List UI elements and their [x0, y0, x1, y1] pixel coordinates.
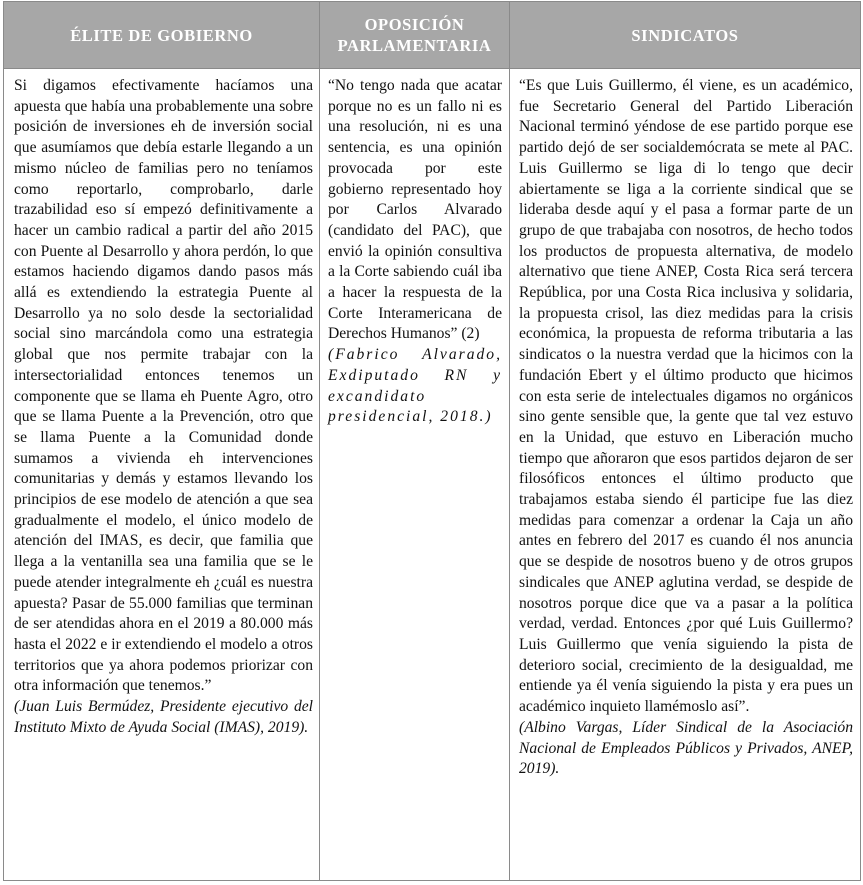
- comparison-table: [3, 1, 861, 881]
- header-elite-de-gobierno: ÉLITE DE GOBIERNO: [4, 2, 320, 69]
- citation-elite: (Juan Luis Bermúdez, Presidente ejecutivo del Instituto Mixto de Ayuda Social (IMAS), 2019).: [14, 698, 313, 736]
- citation-sindicatos: (Albino Vargas, Líder Sindical de la Asociación Nacional de Empleados Públicos y Privados, ANEP, 2019).: [519, 718, 853, 778]
- content-row: [4, 69, 861, 881]
- cell-sindicatos: [510, 69, 861, 881]
- quote-elite: Si digamos efectivamente hacíamos una apuesta que había una probablemente una sobre posición de inversiones eh de inversión social que asumíamos que debía estarle llegando a un mismo núcleo de familias pero no teníamos como reportarlo, comprobarlo, darle trazabilidad eso sí empezó definitivamente a hacer un cambio radical a partir del año 2015 con Puente al Desarrollo y ahora perdón, lo que estamos haciendo digamos dando pasos más allá es extendiendo la estrategia Puente al Desarrollo ya no solo desde la sectorialidad social sino marcándola como una estrategia global que nos permite trabajar con la intersectorialidad entonces tenemos un componente que se llama eh Puente Agro, otro que se llama Puente a la Prevención, otro que se llama Puente a la Comunidad donde sumamos a vivienda eh intervenciones comunitarias y demás y estamos llevando los principios de ese modelo de atención a que sea gradualmente el modelo, el único modelo de atención del IMAS, es decir, que familia que llega a la ventanilla sea una familia que se le puede atender integralmente eh ¿cuál es nuestra apuesta? Pasar de 55.000 familias que terminan de ser atendidas ahora en el 2019 a 80.000 más hasta el 2022 e ir extendiendo el modelo a otros territorios que ya ahora podemos priorizar con otra información que tenemos.”: [14, 77, 313, 695]
- citation-oposicion: (Fabrico Alvarado, Exdiputado RN y excandidato presidencial, 2018.): [328, 346, 502, 426]
- cell-oposicion-parlamentaria: [320, 69, 510, 881]
- quote-sindicatos: “Es que Luis Guillermo, él viene, es un académico, fue Secretario General del Partido Liberación Nacional terminó yéndose de ese partido porque ese partido dejó de ser socialdemócrata se mete al PAC. Luis Guillermo se liga di lo tengo que decir abiertamente se liga a la corriente sindical que se lideraba desde aquí y el pasa a formar parte de un grupo de que trabajaba con nosotros, de hecho todos los productos de propuesta alternativa, de modelo alternativo que tiene ANEP, Costa Rica será tercera República, por una Costa Rica inclusiva y solidaria, la propuesta crisol, las diez medidas para la crisis económica, la propuesta de reforma tributaria a las sindicatos o la nuestra verdad que la hicimos con la fundación Ebert y el último producto que hicimos con esta serie de intelectuales digamos no orgánicos sino gente sensible que, la gente que tal vez estuvo en la Unidad, que estuvo en Liberación mucho tiempo que añoraron que esos partidos dejaron de ser filosóficos entonces el último producto que trabajamos estaba siendo él participe fue las diez medidas para comenzar a ordenar la Caja un año antes en febrero del 2017 es cuando él nos anuncia que se despide de nosotros bueno y de otros grupos sindicales que ANEP aglutina verdad, se despide de nosotros porque dice que va a pasar a la política verdad, verdad. Entonces ¿por qué Luis Guillermo? Luis Guillermo que venía siguiendo la pista de deterioro social, crecimiento de la desigualdad, me entiende ya él venía siguiendo la pista y era pues un académico inquieto llamémoslo así”.: [519, 77, 853, 716]
- quote-oposicion: “No tengo nada que acatar porque no es un fallo ni es una resolución, ni es una sentencia, es una opinión provocada por este gobierno representado hoy por Carlos Alvarado (candidato del PAC), que envió la opinión consultiva a la Corte sabiendo cuál iba a hacer la respuesta de la Corte Interamericana de Derechos Humanos” (2): [328, 77, 502, 343]
- header-sindicatos: SINDICATOS: [510, 2, 861, 69]
- header-row: [4, 2, 861, 69]
- header-oposicion-parlamentaria: OPOSICIÓN PARLAMENTARIA: [320, 2, 510, 69]
- cell-elite-de-gobierno: [4, 69, 320, 881]
